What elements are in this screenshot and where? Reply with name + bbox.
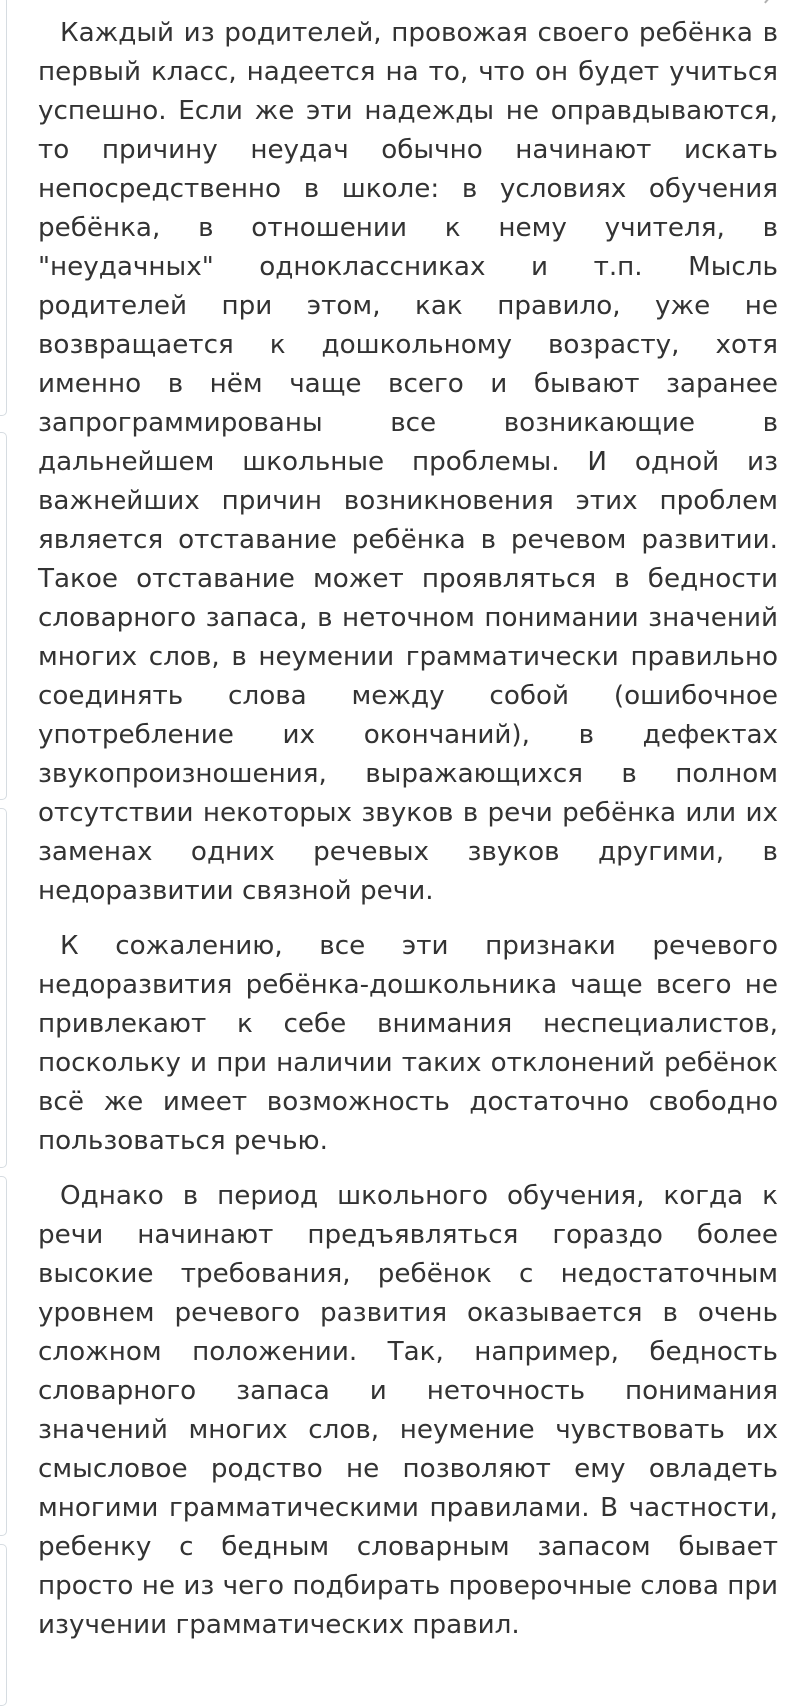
card-edge (0, 1176, 7, 1536)
paragraph-1: Каждый из родителей, провожая своего ребёнка в первый класс, надеется на то, что он будет учиться успешно. Если же эти надежды не оправдываются, то причину неудач обычно начинают искать непосредственно в школе: в условиях обучения ребёнка, в отношении к нему учителя, в "неудачных" одноклассниках и т.п. Мысль родителей при этом, как правило, уже не возвращается к дошкольному возрасту, хотя именно в нём чаще всего и бывают заранее запрограммированы все возникающие в дальнейшем школьные проблемы. И одной из важнейших причин возникновения этих проблем является отставание ребёнка в речевом развитии. Такое отставание может проявляться в бедности словарного запаса, в неточном понимании значений многих слов, в неумении грамматически правильно соединять слова между собой (ошибочное употребление их окончаний), в дефектах звукопроизношения, выражающихся в полном отсутствии некоторых звуков в речи ребёнка или их заменах одних речевых звуков другими, в недоразвитии связной речи. (38, 18, 778, 906)
paragraph-2: К сожалению, все эти признаки речевого недоразвития ребёнка-дошкольника чаще всего не привлекают к себе внимания неспециалистов, поскольку и при наличии таких отклонений ребёнок всё же имеет возможность достаточно свободно пользоваться речью. (38, 931, 778, 1156)
paragraph-3: Однако в период школьного обучения, когда к речи начинают предъявляться гораздо более высокие требования, ребёнок с недостаточным уровнем речевого развития оказывается в очень сложном положении. Так, например, бедность словарного запаса и неточность понимания значений многих слов, неумение чувствовать их смысловое родство не позволяют ему овладеть многими грамматическими правилами. В частности, ребенку с бедным словарным запасом бывает просто не из чего подбирать проверочные слова при изучении грамматических правил. (38, 1181, 778, 1640)
card-edge (0, 0, 7, 416)
article-body (38, 14, 778, 1661)
scroll-mark (764, 0, 769, 4)
card-edge (0, 432, 7, 800)
card-edge (0, 808, 7, 1168)
